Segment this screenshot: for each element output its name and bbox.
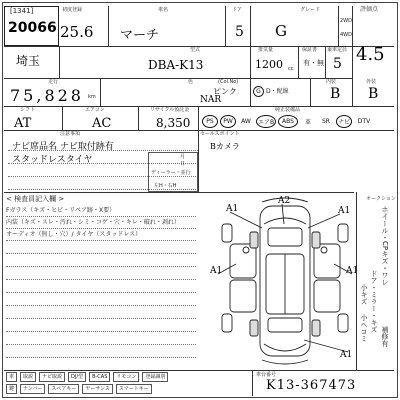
sales-point-label: セールスポイント — [200, 131, 240, 137]
warranty-label: 保証書 — [302, 47, 318, 53]
equipment-item-8: DTV — [357, 118, 371, 125]
a1-right-rear: A1 — [346, 266, 359, 276]
audio-line: オーディオ（無し・穴）/ タイヤ（スタッドレス） — [6, 231, 142, 238]
type-label: 型式 — [190, 47, 201, 53]
drive-4wd: 4WD — [340, 32, 352, 38]
displacement-unit: cc — [288, 66, 294, 72]
footer-cell-r1-5: リモコン — [113, 372, 139, 382]
steering-label: 左H・右H — [154, 183, 177, 189]
lot-id: 20066 — [8, 20, 57, 36]
ac-label: エアコン — [85, 107, 105, 113]
equipment-row — [200, 114, 396, 130]
shift-value: AT — [14, 116, 32, 131]
grade-value: G — [275, 22, 287, 40]
equipment-item-4: ABS — [278, 115, 298, 128]
equipment-item-1: PW — [220, 115, 236, 128]
equipment-item-7: ナビ — [336, 115, 352, 128]
footer-row-2 — [6, 384, 256, 394]
displacement-label: 排気量 — [258, 47, 274, 53]
type-value: DBA-K13 — [148, 58, 204, 72]
chassis-label: 車台番号 — [256, 372, 277, 378]
score-value: 4.5 — [356, 44, 385, 65]
footer-cell-r1-1: 取説 — [20, 372, 36, 382]
footer-cell-r2-3: ヤーサンス — [82, 384, 113, 394]
interior-line: 内装（キズ・スレ・汚れ・シミ・コゲ・穴・キレ・破れ・剥れ） — [6, 219, 180, 226]
doors-value: 5 — [235, 24, 244, 40]
warranty-value: 有・無 — [303, 59, 324, 67]
side-text-5: 補修有 — [381, 326, 389, 347]
color-value: ピンク — [213, 87, 237, 96]
day-label: 日 — [180, 161, 186, 167]
a1-left-front: A1 — [226, 204, 239, 214]
footer-cell-r2-4: スマートキー — [116, 384, 152, 394]
interior-value: B — [330, 86, 341, 102]
mileage-value: 75,828 — [10, 86, 84, 105]
color-code-label: (Col.No) — [218, 79, 239, 85]
month-label: 月 — [180, 154, 186, 160]
score-label: 評価点 — [360, 6, 379, 13]
color-label: 色 — [188, 79, 194, 85]
side-text-2: ドア・ミラー・キズ — [370, 270, 378, 333]
equipment-item-6: SR — [322, 118, 330, 125]
equipment-item-2: AW — [241, 118, 251, 125]
footer-cell-r1-6: 登録識別 — [142, 372, 168, 382]
model-value: マーチ — [120, 28, 160, 43]
exterior-label: 外装 — [366, 79, 377, 85]
displacement-value: 1200 — [255, 58, 283, 71]
equipment-item-3: エアB — [256, 115, 276, 128]
seats-label: 乗車定員 — [327, 47, 348, 53]
glass-line: Fガラス（キズ・ヒビ・リペア跡・X要） — [6, 207, 116, 214]
note-line-1: ナビ席品名 ナビ取付跡有 — [12, 142, 114, 152]
side-text-4: 小ヘコミ — [360, 314, 368, 342]
aircon-options: D・配線 — [266, 88, 289, 95]
notes-label: 注意事項 — [60, 131, 81, 137]
year-value: 25.6 — [60, 23, 94, 41]
a1-left-rear: A1 — [210, 266, 223, 276]
interior-label: 内装 — [326, 79, 337, 85]
drive-2wd: 2WD — [340, 18, 352, 24]
car-damage-diagram — [200, 194, 360, 369]
exterior-value: B — [368, 86, 379, 102]
inspection-title: < 検査員記入欄 > — [6, 195, 65, 203]
seats-value: 5 — [333, 56, 342, 72]
equipment-item-0: PS — [202, 115, 218, 128]
recycle-label: リサイクル預託金 — [150, 107, 190, 113]
sales-point-value: Bカメラ — [210, 142, 240, 151]
footer-cell-r1-3: DJ/型 — [68, 372, 86, 382]
year-label: 初度登録 — [62, 7, 83, 13]
equipment-label: 純正装備品 — [275, 107, 301, 113]
footer-row-1 — [6, 372, 256, 382]
km-label: km — [88, 94, 96, 100]
auction-label: オークション — [366, 196, 396, 202]
equipment-item-5: 革 — [304, 119, 311, 126]
shift-label: シフト — [20, 107, 36, 113]
footer-cell-r2-2: スペアキー — [48, 384, 79, 394]
location-value: 埼玉 — [16, 54, 41, 68]
doors-label: ドア — [232, 7, 242, 13]
a1-right-front: A1 — [338, 206, 351, 216]
dealer-label: ディーラー・並行 — [151, 170, 191, 176]
side-text-1: ホイール・CPキズ・ワレ — [381, 206, 389, 286]
color-code: NAR — [200, 95, 222, 105]
ac-value: AC — [92, 116, 112, 131]
aircon-circle: G — [253, 86, 264, 97]
mileage-label: 走行 — [48, 79, 59, 85]
recycle-value: 8,350 — [156, 116, 191, 130]
side-text-3: 小キズ — [360, 284, 368, 305]
footer-cell-r2-0: 鍵 — [6, 384, 17, 394]
note-line-2: スタッドレスタイヤ — [12, 155, 93, 165]
lot-number: [1341] — [10, 7, 34, 15]
model-label: 車名 — [158, 7, 169, 13]
footer-cell-r2-1: ナンバー — [20, 384, 45, 394]
footer-cell-r1-2: ナビ取説 — [39, 372, 65, 382]
footer-cell-r1-4: B-CAS — [89, 372, 110, 382]
grade-label: グレード — [300, 7, 321, 13]
footer-cell-r1-0: 車 — [6, 372, 17, 382]
a1-rear-right: A1 — [340, 350, 353, 360]
chassis-value: K13-367473 — [266, 378, 357, 393]
a2-roof: A2 — [278, 196, 291, 206]
